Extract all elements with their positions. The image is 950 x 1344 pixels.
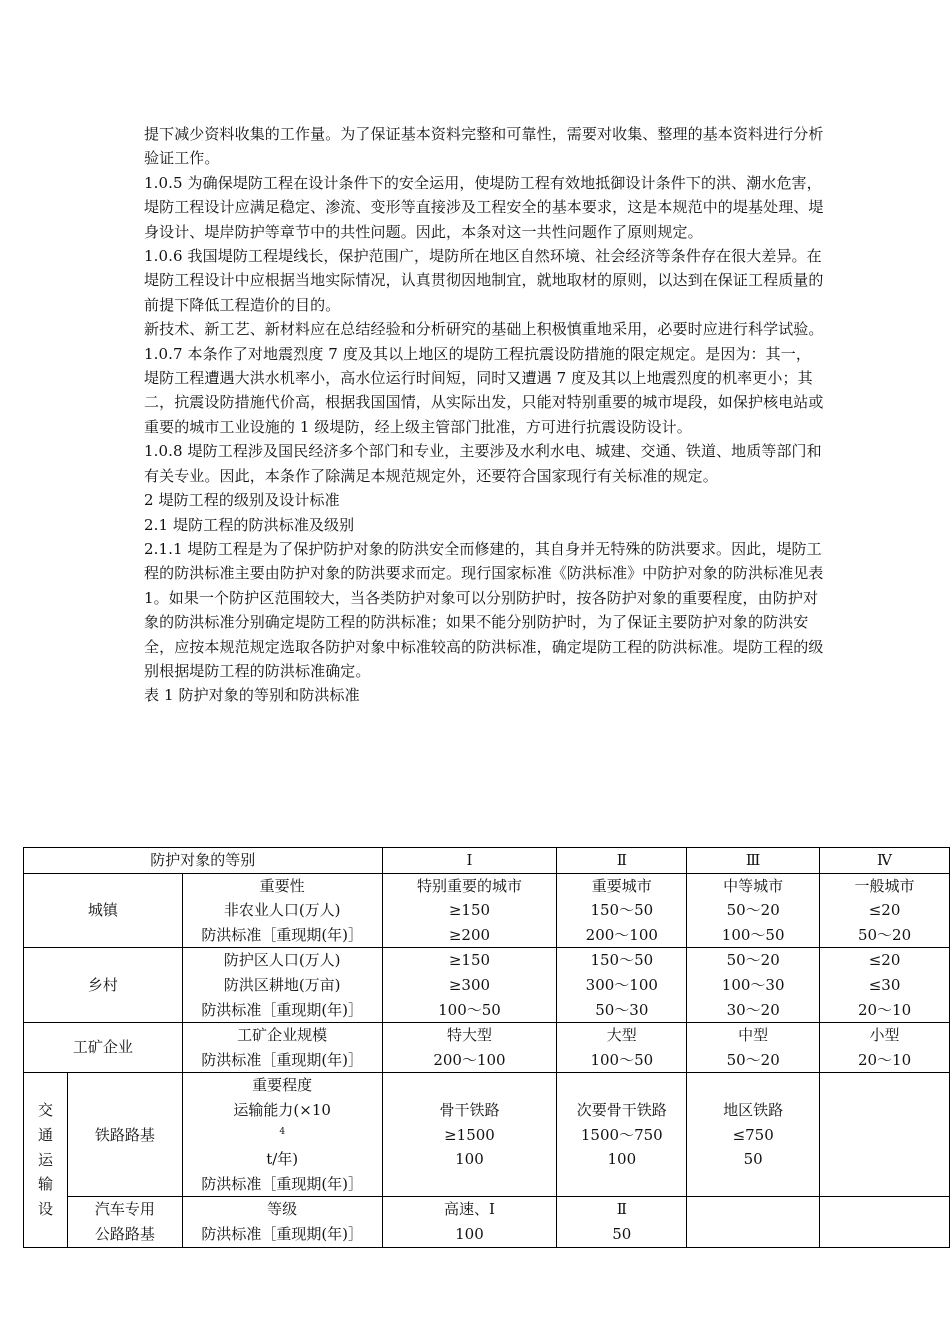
subcategory-highway: 汽车专用 公路路基 <box>67 1197 182 1247</box>
header-cell: 防护对象的等别 <box>24 848 383 874</box>
railway-items: 重要程度 运输能力(×10 $^4$ t/年) 防洪标准［重现期(年)］ <box>182 1073 382 1197</box>
category-transport: 交 通 运 输 设 <box>24 1073 68 1247</box>
table-caption: 表 1 防护对象的等别和防洪标准 <box>144 686 360 705</box>
paragraph-1-0-8: 1.0.8 堤防工程涉及国民经济多个部门和专业，主要涉及水利水电、城建、交通、铁道、地质等部门和有关专业。因此，本条作了除满足本规范规定外，还要符合国家现行有关标准的规定。 <box>144 442 822 485</box>
village-grade-3: 50～20 100～30 30～20 <box>687 948 820 1023</box>
railway-grade-4 <box>820 1073 950 1197</box>
header-grade-3: Ⅲ <box>687 848 820 874</box>
industry-grade-1: 特大型 200～100 <box>382 1023 557 1073</box>
paragraph-1-0-6: 1.0.6 我国堤防工程堤线长，保护范围广，堤防所在地区自然环境、社会经济等条件存在很大差异。在堤防工程设计中应根据当地实际情况，认真贯彻因地制宜，就地取材的原则，以达到在保证工程质量的前提下降低工程造价的目的。 <box>144 247 824 314</box>
highway-grade-2: Ⅱ 50 <box>557 1197 687 1247</box>
category-village: 乡村 <box>24 948 183 1023</box>
town-items: 重要性 非农业人口(万人) 防洪标准［重现期(年)］ <box>182 873 382 948</box>
village-grade-2: 150～50 300～100 50～30 <box>557 948 687 1023</box>
highway-grade-4 <box>820 1197 950 1247</box>
paragraph-2-1-1: 2.1.1 堤防工程是为了保护防护对象的防洪安全而修建的，其自身并无特殊的防洪要求。因此，堤防工程的防洪标准主要由防护对象的防洪要求而定。现行国家标准《防洪标准》中防护对象的防洪标准见表 1。如果一个防护区范围较大，当各类防护对象可以分别防护时，按各防护对象的重要程度，由防护对象的防洪标准分别确定堤防工程的防洪标准；如果不能分别防护时，为了保证主要防护对象的防洪安全，应按本规范规定选取各防护对象中标准较高的防洪标准，确定堤防工程的防洪标准。堤防工程的级别根据堤防工程的防洪标准确定。 <box>144 539 824 680</box>
category-town: 城镇 <box>24 873 183 948</box>
industry-grade-3: 中型 50～20 <box>687 1023 820 1073</box>
paragraph-1-0-5: 1.0.5 为确保堤防工程在设计条件下的安全运用，使堤防工程有效地抵御设计条件下的洪、潮水危害，堤防工程设计应满足稳定、渗流、变形等直接涉及工程安全的基本要求，这是本规范中的堤基处理、堤身设计、堤岸防护等章节中的共性问题。因此，本条对这一共性问题作了原则规定。 <box>144 173 824 241</box>
table-row-highway <box>24 1197 950 1247</box>
railway-grade-1: 骨干铁路 ≥1500 100 <box>382 1073 557 1197</box>
table-row-railway <box>24 1073 950 1197</box>
header-grade-2: Ⅱ <box>557 848 687 874</box>
industry-grade-4: 小型 20～10 <box>820 1023 950 1073</box>
subcategory-railway: 铁路路基 <box>67 1073 182 1197</box>
railway-grade-2: 次要骨干铁路 1500～750 100 <box>557 1073 687 1197</box>
table-header-row <box>24 848 950 874</box>
section-heading: 2 堤防工程的级别及设计标准 <box>144 491 340 510</box>
industry-grade-2: 大型 100～50 <box>557 1023 687 1073</box>
flood-standard-table <box>23 847 950 1248</box>
table-row-village <box>24 948 950 1023</box>
header-grade-1: Ⅰ <box>382 848 557 874</box>
header-grade-4: Ⅳ <box>820 848 950 874</box>
town-grade-2: 重要城市 150～50 200～100 <box>557 873 687 948</box>
paragraph: 新技术、新工艺、新材料应在总结经验和分析研究的基础上积极慎重地采用，必要时应进行科学试验。 <box>144 320 824 339</box>
railway-grade-3: 地区铁路 ≤750 50 <box>687 1073 820 1197</box>
industry-items: 工矿企业规模 防洪标准［重现期(年)］ <box>182 1023 382 1073</box>
town-grade-3: 中等城市 50～20 100～50 <box>687 873 820 948</box>
highway-items: 等级 防洪标准［重现期(年)］ <box>182 1197 382 1247</box>
town-grade-4: 一般城市 ≤20 50～20 <box>820 873 950 948</box>
paragraph-1-0-7: 1.0.7 本条作了对地震烈度 7 度及其以上地区的堤防工程抗震设防措施的限定规定。是因为：其一，堤防工程遭遇大洪水机率小，高水位运行时间短，同时又遭遇 7 度及其以上地震烈度的机率更小；其二，抗震设防措施代价高，根据我国国情，从实际出发，只能对特别重要的城市堤段，如保护核电站或重要的城市工业设施的 1 级堤防，经上级主管部门批准，方可进行抗震设防设计。 <box>144 344 824 436</box>
highway-grade-3 <box>687 1197 820 1247</box>
village-grade-4: ≤20 ≤30 20～10 <box>820 948 950 1023</box>
table-row-town <box>24 873 950 948</box>
highway-grade-1: 高速、Ⅰ 100 <box>382 1197 557 1247</box>
body-text <box>144 122 824 708</box>
village-items: 防护区人口(万人) 防洪区耕地(万亩) 防洪标准［重现期(年)］ <box>182 948 382 1023</box>
category-industry: 工矿企业 <box>24 1023 183 1073</box>
paragraph: 提下减少资料收集的工作量。为了保证基本资料完整和可靠性，需要对收集、整理的基本资料进行分析验证工作。 <box>144 125 824 168</box>
town-grade-1: 特别重要的城市 ≥150 ≥200 <box>382 873 557 948</box>
table-row-industry <box>24 1023 950 1073</box>
subsection-heading: 2.1 堤防工程的防洪标准及级别 <box>144 515 355 534</box>
village-grade-1: ≥150 ≥300 100～50 <box>382 948 557 1023</box>
